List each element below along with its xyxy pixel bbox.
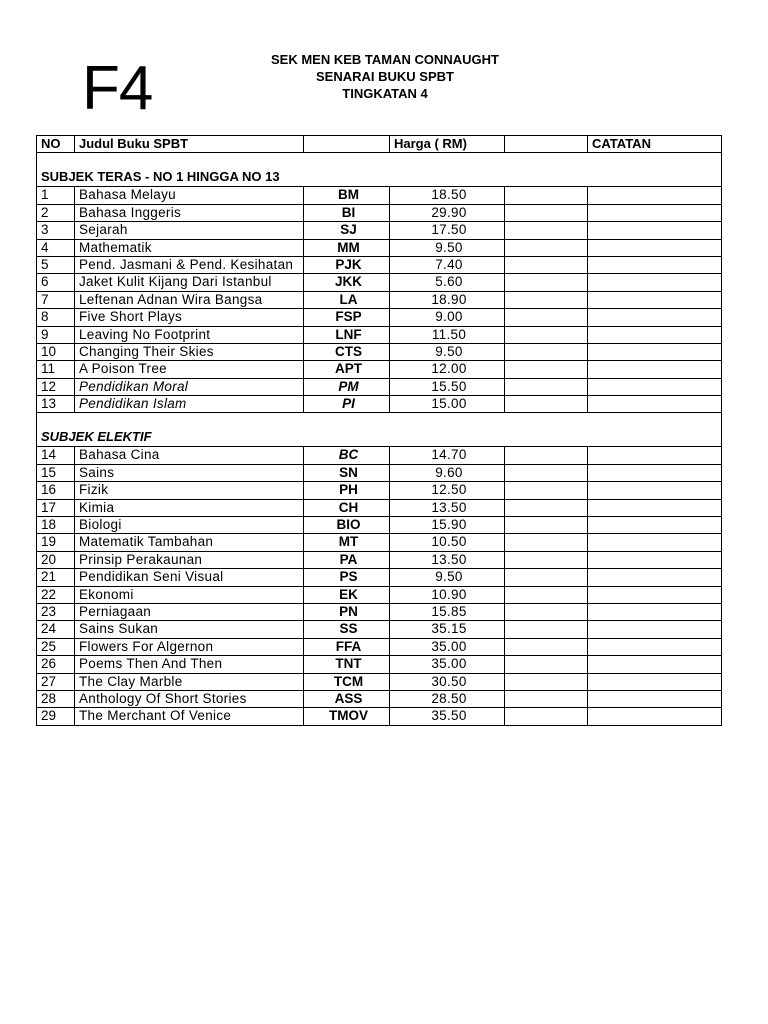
table-row [37,586,722,603]
column-header-notes: CATATAN [588,136,722,153]
row-number: 14 [37,447,75,464]
row-number: 4 [37,239,75,256]
book-title: Biologi [75,517,304,534]
table-row [37,464,722,481]
notes-cell [588,638,722,655]
book-price: 9.50 [390,569,505,586]
book-price: 9.50 [390,343,505,360]
blank-cell [505,482,588,499]
table-header-row [37,136,722,153]
book-title: Ekonomi [75,586,304,603]
table-row [37,673,722,690]
row-number: 9 [37,326,75,343]
table-row [37,534,722,551]
row-number: 20 [37,551,75,568]
book-price: 35.00 [390,656,505,673]
notes-cell [588,534,722,551]
book-code: MM [304,239,390,256]
row-number: 13 [37,396,75,413]
notes-cell [588,656,722,673]
book-price: 15.00 [390,396,505,413]
blank-cell [505,378,588,395]
table-row [37,256,722,273]
book-title: Sains [75,464,304,481]
blank-cell [505,274,588,291]
book-price: 35.00 [390,638,505,655]
column-header-no: NO [37,136,75,153]
book-code: BI [304,204,390,221]
table-row [37,343,722,360]
book-price: 15.50 [390,378,505,395]
book-code: CH [304,499,390,516]
column-header-price: Harga ( RM) [390,136,505,153]
book-title: Poems Then And Then [75,656,304,673]
book-code: ASS [304,690,390,707]
book-code: BM [304,187,390,204]
book-code: EK [304,586,390,603]
blank-cell [505,586,588,603]
notes-cell [588,256,722,273]
notes-cell [588,447,722,464]
book-title: Kimia [75,499,304,516]
book-code: PN [304,603,390,620]
blank-cell [505,517,588,534]
notes-cell [588,378,722,395]
row-number: 22 [37,586,75,603]
notes-cell [588,326,722,343]
notes-cell [588,361,722,378]
row-number: 15 [37,464,75,481]
book-price: 7.40 [390,256,505,273]
section-row-elektif [37,413,722,447]
section-title-elektif: SUBJEK ELEKTIF [37,413,722,447]
book-title: Pendidikan Seni Visual [75,569,304,586]
book-title: Leftenan Adnan Wira Bangsa [75,291,304,308]
notes-cell [588,673,722,690]
book-title: Sejarah [75,222,304,239]
book-title: Anthology Of Short Stories [75,690,304,707]
blank-cell [505,464,588,481]
book-code: PJK [304,256,390,273]
table-row [37,551,722,568]
notes-cell [588,621,722,638]
book-title: Bahasa Melayu [75,187,304,204]
notes-cell [588,204,722,221]
notes-cell [588,482,722,499]
blank-cell [505,603,588,620]
book-code: LNF [304,326,390,343]
book-title: Prinsip Perakaunan [75,551,304,568]
table-row [37,187,722,204]
book-price: 11.50 [390,326,505,343]
book-price: 15.90 [390,517,505,534]
row-number: 17 [37,499,75,516]
document-header [230,51,540,102]
blank-cell [505,447,588,464]
book-price: 35.15 [390,621,505,638]
row-number: 16 [37,482,75,499]
blank-cell [505,343,588,360]
blank-cell [505,204,588,221]
book-price: 10.50 [390,534,505,551]
row-number: 12 [37,378,75,395]
notes-cell [588,187,722,204]
notes-cell [588,309,722,326]
row-number: 5 [37,256,75,273]
row-number: 25 [37,638,75,655]
table-row [37,603,722,620]
book-code: BIO [304,517,390,534]
blank-cell [505,309,588,326]
book-code: FSP [304,309,390,326]
book-price: 28.50 [390,690,505,707]
table-row [37,378,722,395]
book-price: 14.70 [390,447,505,464]
notes-cell [588,517,722,534]
book-price: 13.50 [390,551,505,568]
notes-cell [588,222,722,239]
book-price: 18.90 [390,291,505,308]
book-title: Pendidikan Islam [75,396,304,413]
table-row [37,621,722,638]
notes-cell [588,464,722,481]
column-header-title: Judul Buku SPBT [75,136,304,153]
section-title-teras: SUBJEK TERAS - NO 1 HINGGA NO 13 [37,153,722,187]
blank-cell [505,361,588,378]
table-row [37,291,722,308]
book-price: 5.60 [390,274,505,291]
table-row [37,656,722,673]
table-row [37,569,722,586]
table-row [37,396,722,413]
blank-cell [505,690,588,707]
row-number: 3 [37,222,75,239]
table-row [37,274,722,291]
book-title: Pend. Jasmani & Pend. Kesihatan [75,256,304,273]
notes-cell [588,586,722,603]
book-price: 29.90 [390,204,505,221]
book-title: The Clay Marble [75,673,304,690]
notes-cell [588,396,722,413]
row-number: 10 [37,343,75,360]
notes-cell [588,690,722,707]
row-number: 8 [37,309,75,326]
book-title: A Poison Tree [75,361,304,378]
book-list-table [36,135,722,726]
book-price: 10.90 [390,586,505,603]
row-number: 21 [37,569,75,586]
book-code: LA [304,291,390,308]
book-price: 18.50 [390,187,505,204]
table-row [37,708,722,725]
book-code: PS [304,569,390,586]
blank-cell [505,239,588,256]
table-row [37,447,722,464]
blank-cell [505,256,588,273]
row-number: 23 [37,603,75,620]
table-row [37,239,722,256]
book-code: PM [304,378,390,395]
blank-cell [505,187,588,204]
form-title: TINGKATAN 4 [342,86,428,101]
book-title: Jaket Kulit Kijang Dari Istanbul [75,274,304,291]
notes-cell [588,239,722,256]
blank-cell [505,326,588,343]
book-title: Pendidikan Moral [75,378,304,395]
table-row [37,690,722,707]
notes-cell [588,274,722,291]
book-title: Matematik Tambahan [75,534,304,551]
table-row [37,638,722,655]
blank-cell [505,621,588,638]
blank-cell [505,673,588,690]
table-row [37,482,722,499]
row-number: 1 [37,187,75,204]
blank-cell [505,551,588,568]
book-code: PI [304,396,390,413]
table-row [37,326,722,343]
book-title: Mathematik [75,239,304,256]
row-number: 7 [37,291,75,308]
table-row [37,499,722,516]
notes-cell [588,551,722,568]
form-level-label: F4 [82,54,153,123]
school-name: SEK MEN KEB TAMAN CONNAUGHT [271,52,499,67]
row-number: 28 [37,690,75,707]
book-code: SJ [304,222,390,239]
table-row [37,222,722,239]
book-code: CTS [304,343,390,360]
book-title: Five Short Plays [75,309,304,326]
book-price: 15.85 [390,603,505,620]
book-price: 30.50 [390,673,505,690]
section-row-teras [37,153,722,187]
row-number: 27 [37,673,75,690]
book-code: TNT [304,656,390,673]
book-title: Changing Their Skies [75,343,304,360]
blank-cell [505,291,588,308]
book-price: 13.50 [390,499,505,516]
blank-cell [505,708,588,725]
table-row [37,517,722,534]
book-code: JKK [304,274,390,291]
table-row [37,309,722,326]
notes-cell [588,569,722,586]
blank-cell [505,396,588,413]
row-number: 26 [37,656,75,673]
row-number: 6 [37,274,75,291]
notes-cell [588,343,722,360]
row-number: 11 [37,361,75,378]
notes-cell [588,603,722,620]
book-price: 12.50 [390,482,505,499]
book-title: Bahasa Inggeris [75,204,304,221]
book-code: BC [304,447,390,464]
blank-cell [505,222,588,239]
book-code: FFA [304,638,390,655]
book-title: Sains Sukan [75,621,304,638]
blank-cell [505,569,588,586]
list-title: SENARAI BUKU SPBT [316,69,454,84]
row-number: 29 [37,708,75,725]
book-code: SN [304,464,390,481]
notes-cell [588,291,722,308]
blank-cell [505,656,588,673]
row-number: 24 [37,621,75,638]
book-code: SS [304,621,390,638]
notes-cell [588,708,722,725]
row-number: 18 [37,517,75,534]
row-number: 2 [37,204,75,221]
blank-cell [505,638,588,655]
book-code: TCM [304,673,390,690]
column-header-code [304,136,390,153]
book-code: MT [304,534,390,551]
book-title: Fizik [75,482,304,499]
table-row [37,204,722,221]
blank-cell [505,534,588,551]
book-title: Bahasa Cina [75,447,304,464]
book-price: 17.50 [390,222,505,239]
book-code: PA [304,551,390,568]
book-price: 35.50 [390,708,505,725]
book-title: The Merchant Of Venice [75,708,304,725]
row-number: 19 [37,534,75,551]
book-price: 9.60 [390,464,505,481]
book-price: 12.00 [390,361,505,378]
column-header-blank [505,136,588,153]
book-title: Leaving No Footprint [75,326,304,343]
book-code: TMOV [304,708,390,725]
notes-cell [588,499,722,516]
book-title: Flowers For Algernon [75,638,304,655]
book-code: PH [304,482,390,499]
blank-cell [505,499,588,516]
book-price: 9.00 [390,309,505,326]
book-price: 9.50 [390,239,505,256]
table-row [37,361,722,378]
book-title: Perniagaan [75,603,304,620]
book-code: APT [304,361,390,378]
